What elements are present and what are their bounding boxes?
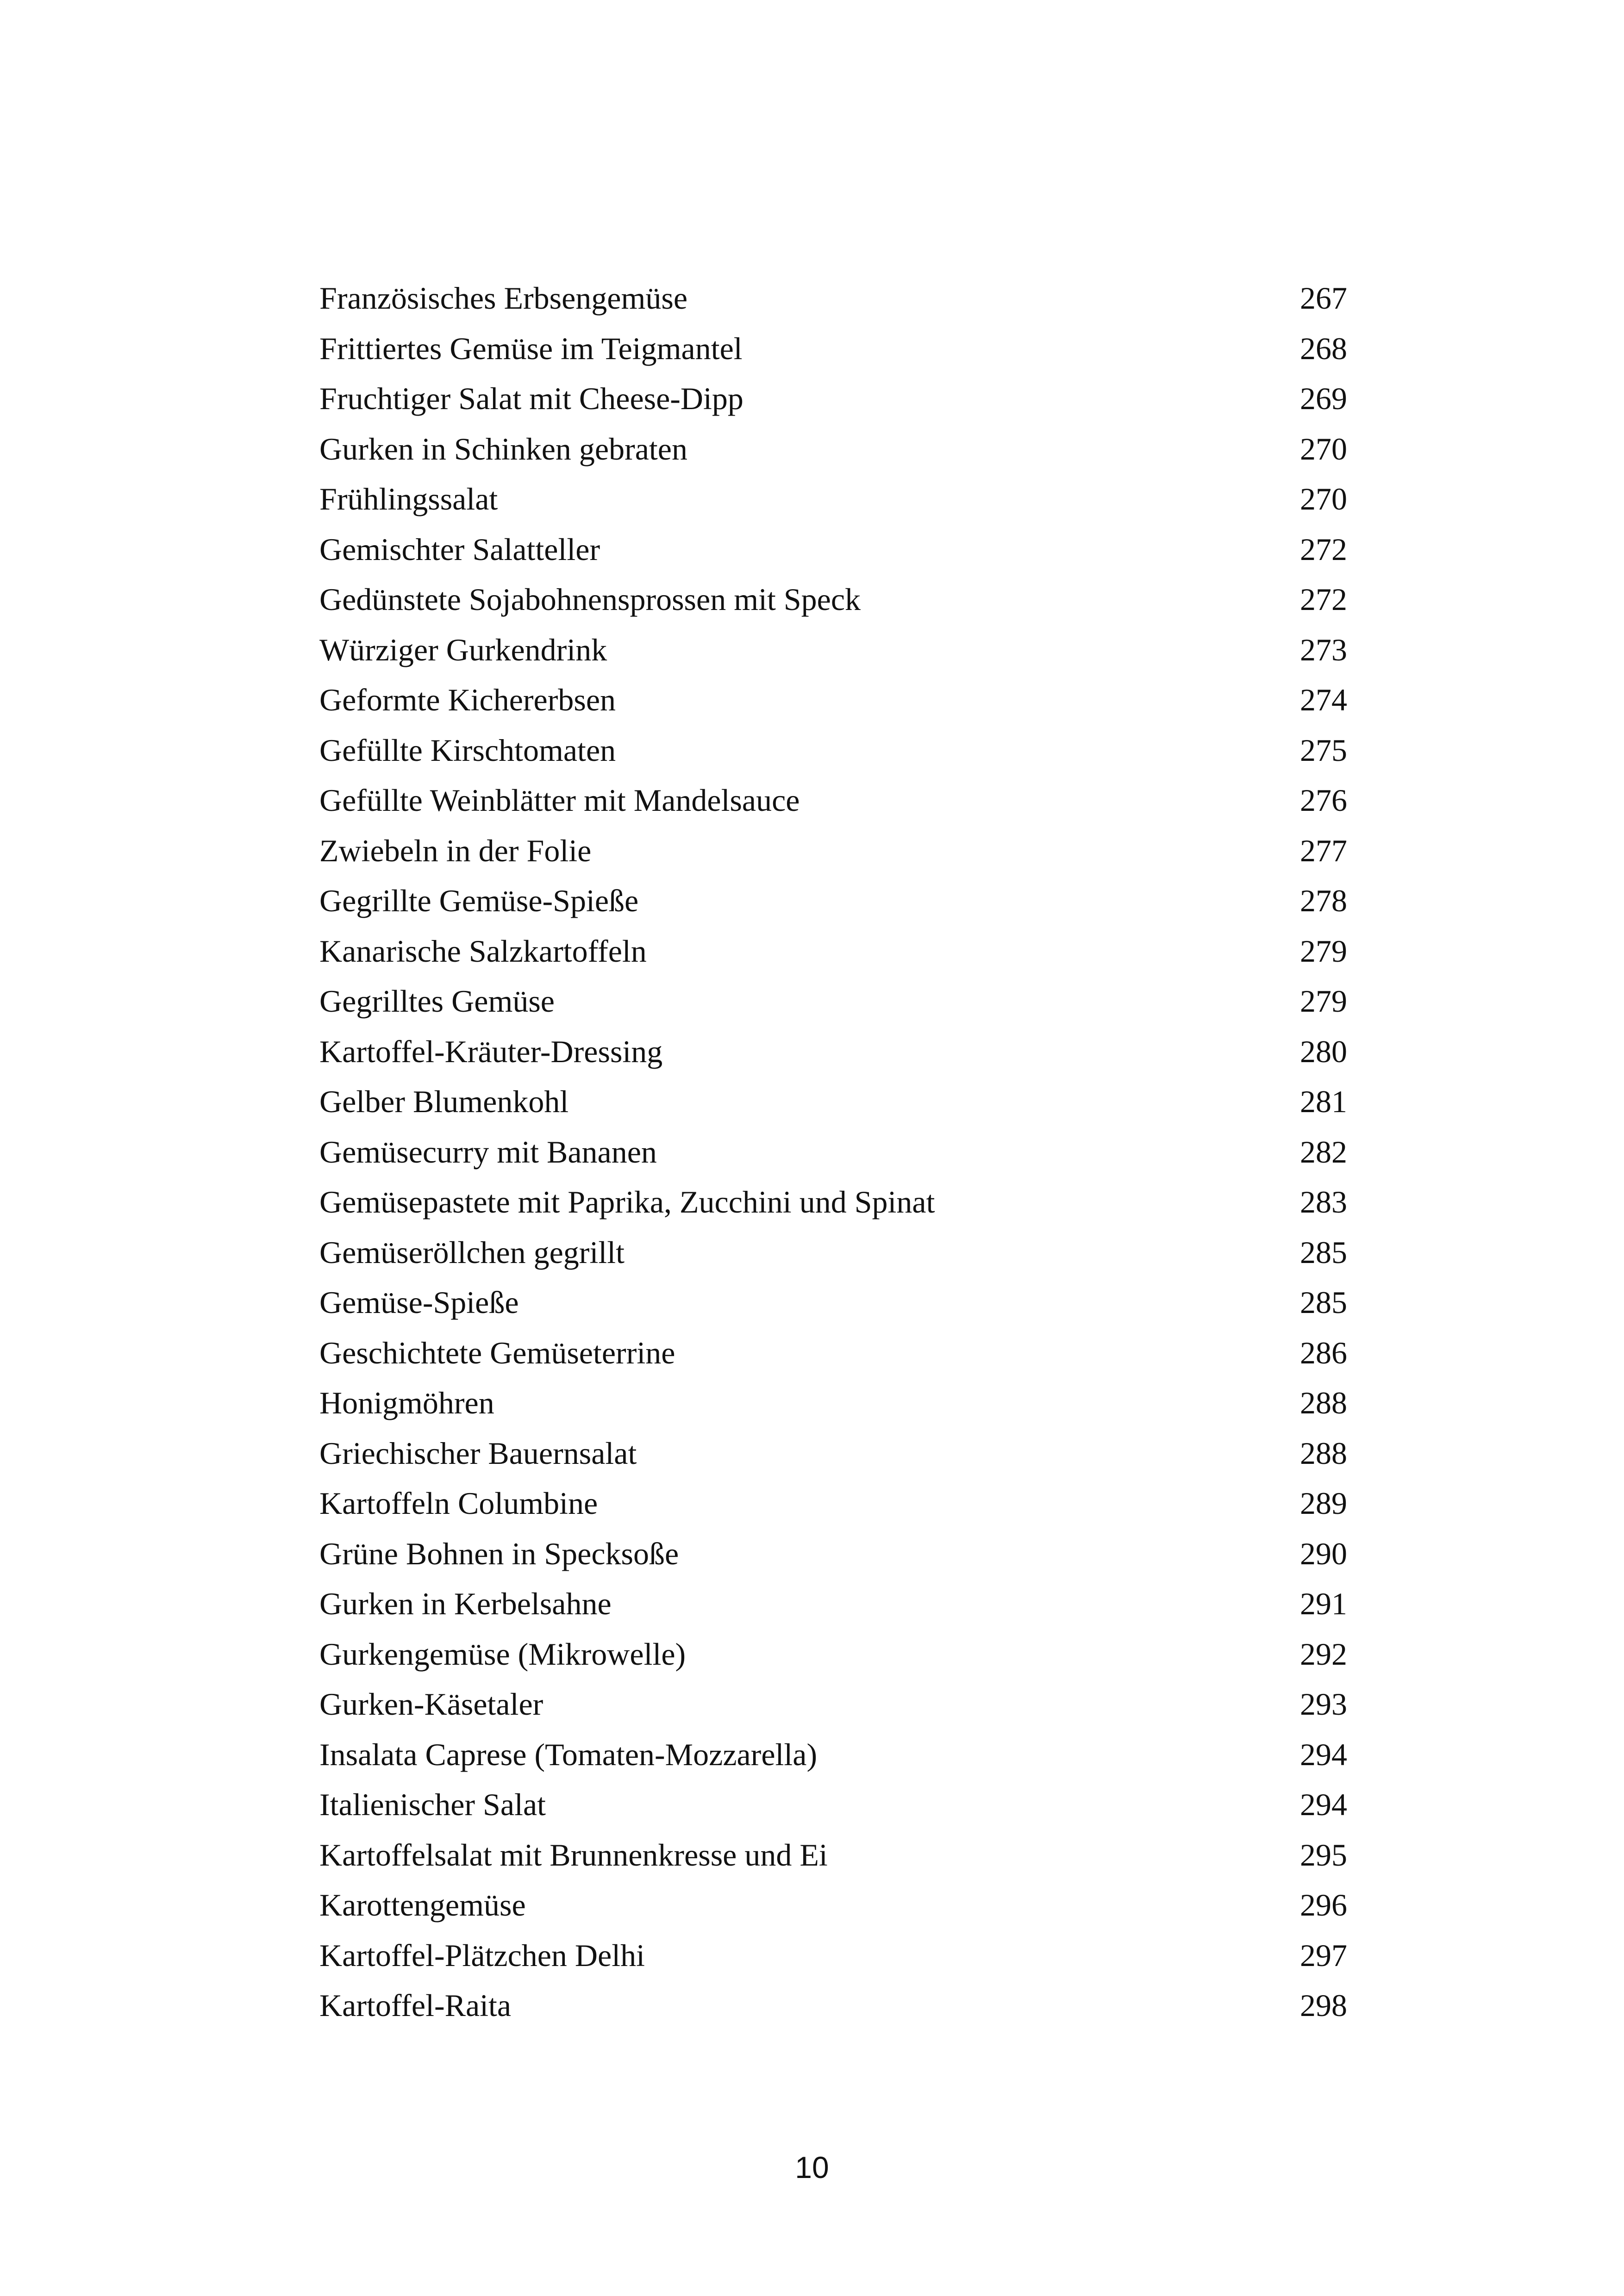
toc-entry [319,1930,1347,1981]
toc-entry [319,1428,1347,1479]
toc-entry [319,1378,1347,1428]
toc-entry-title: Kartoffel-Raita [319,1988,512,2023]
toc-entry-title: Gefüllte Kirschtomaten [319,732,616,768]
toc-entry-title: Würziger Gurkendrink [319,632,607,667]
toc-entry [319,324,1347,374]
toc-entry-title: Kartoffelsalat mit Brunnenkresse und Ei [319,1837,828,1873]
toc-entry [319,1830,1347,1880]
toc-entry-title: Zwiebeln in der Folie [319,833,592,868]
toc-entry-title: Gelber Blumenkohl [319,1084,569,1119]
toc-entry-page: 272 [1300,582,1347,617]
toc-entry [319,1629,1347,1680]
toc-entry [319,273,1347,324]
toc-entry [319,1780,1347,1830]
toc-entry-title: Karottengemüse [319,1887,526,1923]
toc-entry-title: Griechischer Bauernsalat [319,1435,637,1471]
toc-entry-page: 283 [1300,1184,1347,1220]
toc-entry-page: 293 [1300,1686,1347,1722]
toc-entry-page: 297 [1300,1937,1347,1973]
toc-entry-page: 267 [1300,280,1347,316]
toc-entry-title: Fruchtiger Salat mit Cheese-Dipp [319,381,743,416]
toc-entry [319,775,1347,826]
toc-entry-page: 275 [1300,732,1347,768]
table-of-contents [319,273,1347,2031]
toc-entry-title: Frühlingssalat [319,481,498,516]
toc-entry [319,373,1347,424]
toc-entry-page: 291 [1300,1586,1347,1621]
toc-entry [319,876,1347,926]
toc-entry-page: 288 [1300,1435,1347,1471]
toc-entry-title: Grüne Bohnen in Specksoße [319,1536,679,1571]
toc-entry-page: 278 [1300,883,1347,918]
toc-entry [319,1227,1347,1278]
toc-entry-page: 276 [1300,783,1347,818]
toc-entry [319,1579,1347,1629]
toc-entry-page: 290 [1300,1536,1347,1571]
toc-entry [319,474,1347,524]
toc-entry-page: 280 [1300,1033,1347,1069]
toc-entry-page: 289 [1300,1486,1347,1521]
toc-entry [319,625,1347,675]
toc-entry-page: 285 [1300,1234,1347,1270]
toc-entry-title: Italienischer Salat [319,1787,546,1822]
toc-entry-page: 286 [1300,1335,1347,1370]
toc-entry-page: 294 [1300,1787,1347,1822]
toc-entry [319,524,1347,575]
toc-entry-page: 269 [1300,381,1347,416]
toc-entry [319,976,1347,1027]
toc-entry [319,1027,1347,1077]
toc-entry-title: Gemüsecurry mit Bananen [319,1134,657,1170]
toc-entry-page: 279 [1300,933,1347,969]
toc-entry-title: Gemischter Salatteller [319,531,600,567]
toc-entry-page: 279 [1300,983,1347,1019]
toc-entry [319,1328,1347,1378]
toc-entry-page: 292 [1300,1636,1347,1672]
toc-entry-page: 273 [1300,632,1347,667]
toc-entry [319,1529,1347,1579]
toc-entry-title: Gemüsepastete mit Paprika, Zucchini und Spinat [319,1184,935,1220]
toc-entry-title: Gurken-Käsetaler [319,1686,543,1722]
toc-entry-page: 281 [1300,1084,1347,1119]
toc-entry-page: 274 [1300,682,1347,717]
toc-entry [319,1177,1347,1227]
toc-entry-page: 270 [1300,431,1347,467]
toc-entry-title: Geformte Kichererbsen [319,682,616,717]
toc-entry-title: Kartoffeln Columbine [319,1486,598,1521]
toc-entry-title: Gemüseröllchen gegrillt [319,1234,625,1270]
toc-entry-page: 277 [1300,833,1347,868]
toc-entry-title: Kartoffel-Kräuter-Dressing [319,1033,663,1069]
toc-entry-page: 298 [1300,1988,1347,2023]
toc-entry [319,926,1347,977]
toc-entry-title: Insalata Caprese (Tomaten-Mozzarella) [319,1736,818,1772]
toc-entry-page: 268 [1300,330,1347,366]
page-number: 10 [795,2150,829,2184]
toc-entry [319,1730,1347,1780]
toc-entry [319,1679,1347,1730]
toc-entry-title: Geschichtete Gemüseterrine [319,1335,675,1370]
toc-entry-title: Gefüllte Weinblätter mit Mandelsauce [319,783,800,818]
toc-entry [319,1127,1347,1177]
toc-entry-title: Gurken in Schinken gebraten [319,431,687,467]
toc-entry-page: 270 [1300,481,1347,516]
toc-entry [319,1478,1347,1529]
toc-entry-title: Gegrilltes Gemüse [319,983,555,1019]
toc-entry-title: Gedünstete Sojabohnensprossen mit Speck [319,582,861,617]
toc-entry [319,1076,1347,1127]
toc-entry-page: 285 [1300,1285,1347,1320]
toc-entry-page: 282 [1300,1134,1347,1170]
toc-entry-title: Frittiertes Gemüse im Teigmantel [319,330,743,366]
toc-entry [319,675,1347,725]
toc-entry [319,1277,1347,1328]
toc-entry-page: 296 [1300,1887,1347,1923]
toc-entry-title: Gegrillte Gemüse-Spieße [319,883,639,918]
toc-entry-page: 272 [1300,531,1347,567]
toc-entry-page: 294 [1300,1736,1347,1772]
toc-entry-title: Französisches Erbsengemüse [319,280,688,316]
toc-entry [319,424,1347,474]
toc-entry-title: Gurkengemüse (Mikrowelle) [319,1636,686,1672]
toc-entry [319,574,1347,625]
toc-entry-page: 288 [1300,1385,1347,1420]
toc-entry [319,826,1347,876]
toc-entry [319,1880,1347,1930]
toc-entry-title: Kanarische Salzkartoffeln [319,933,647,969]
toc-entry [319,1980,1347,2031]
toc-entry-title: Gurken in Kerbelsahne [319,1586,612,1621]
toc-entry-page: 295 [1300,1837,1347,1873]
toc-entry-title: Kartoffel-Plätzchen Delhi [319,1937,645,1973]
toc-entry-title: Honigmöhren [319,1385,494,1420]
toc-entry-title: Gemüse-Spieße [319,1285,519,1320]
toc-entry [319,725,1347,776]
